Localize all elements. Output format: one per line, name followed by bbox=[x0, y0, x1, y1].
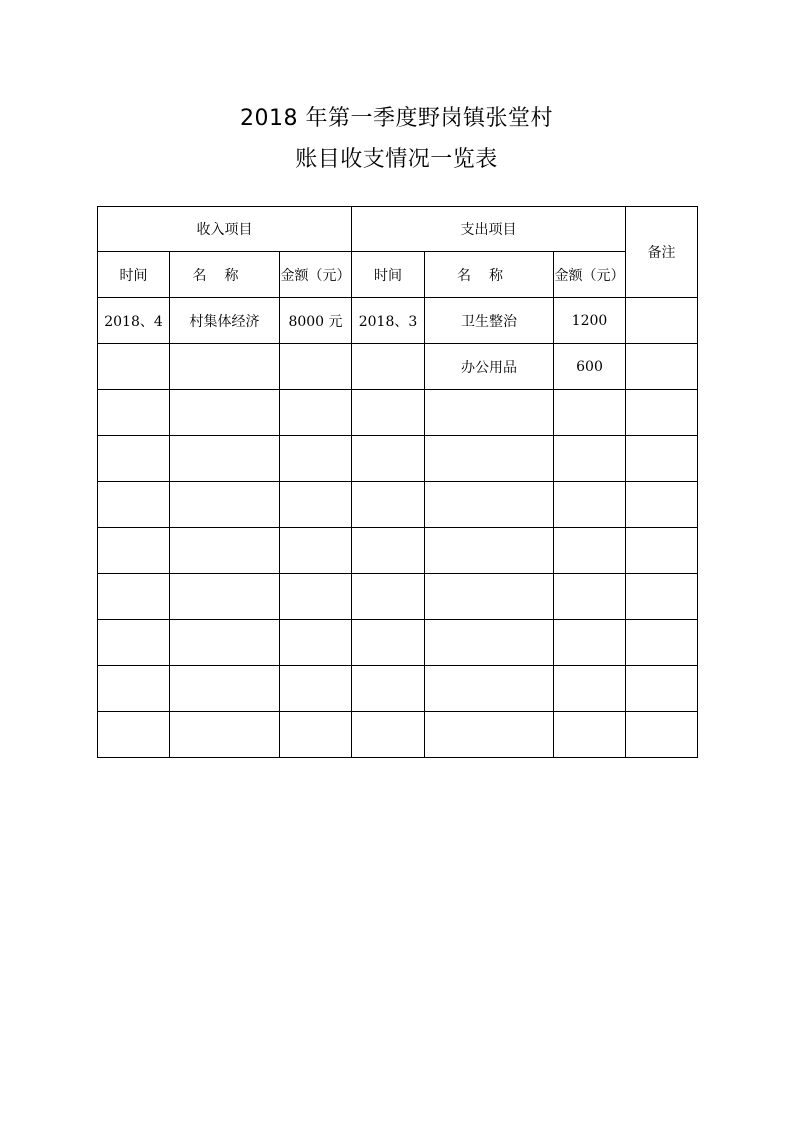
income-name-cell bbox=[170, 528, 280, 574]
page-title-line-2: 账目收支情况一览表 bbox=[295, 147, 498, 172]
expense-time-cell bbox=[352, 666, 425, 712]
table-row bbox=[98, 482, 698, 528]
expense-time-cell bbox=[352, 482, 425, 528]
income-name-cell bbox=[170, 482, 280, 528]
income-amount-cell bbox=[280, 482, 352, 528]
expense-name-cell bbox=[425, 482, 554, 528]
remarks-cell bbox=[626, 390, 698, 436]
income-time-cell bbox=[98, 344, 170, 390]
expense-amount-cell bbox=[554, 712, 626, 758]
expense-name-cell bbox=[425, 528, 554, 574]
remarks-cell bbox=[626, 298, 698, 344]
income-time-cell bbox=[98, 574, 170, 620]
remarks-cell bbox=[626, 574, 698, 620]
remarks-header: 备注 bbox=[626, 207, 698, 298]
expense-amount-cell bbox=[554, 620, 626, 666]
expense-amount-cell bbox=[554, 528, 626, 574]
expense-time-cell bbox=[352, 436, 425, 482]
income-time-cell bbox=[98, 436, 170, 482]
income-name-cell bbox=[170, 620, 280, 666]
income-name-cell bbox=[170, 666, 280, 712]
expense-amount-header: 金额（元） bbox=[554, 252, 626, 298]
remarks-cell bbox=[626, 482, 698, 528]
expense-name-cell bbox=[425, 712, 554, 758]
expense-amount-cell bbox=[554, 666, 626, 712]
expense-name-cell bbox=[425, 390, 554, 436]
income-amount-header: 金额（元） bbox=[280, 252, 352, 298]
income-time-cell bbox=[98, 482, 170, 528]
expense-time-cell bbox=[352, 620, 425, 666]
income-group-header: 收入项目 bbox=[98, 207, 352, 252]
table-row bbox=[98, 390, 698, 436]
remarks-cell bbox=[626, 666, 698, 712]
income-time-cell: 2018、4 bbox=[98, 298, 170, 344]
expense-amount-cell bbox=[554, 574, 626, 620]
table-row bbox=[98, 666, 698, 712]
expense-group-header: 支出项目 bbox=[352, 207, 626, 252]
expense-name-cell: 办公用品 bbox=[425, 344, 554, 390]
income-amount-cell bbox=[280, 666, 352, 712]
remarks-cell bbox=[626, 344, 698, 390]
income-name-cell: 村集体经济 bbox=[170, 298, 280, 344]
expense-time-cell bbox=[352, 344, 425, 390]
income-amount-cell bbox=[280, 528, 352, 574]
table-row bbox=[98, 298, 698, 344]
income-time-cell bbox=[98, 666, 170, 712]
income-time-cell bbox=[98, 712, 170, 758]
income-name-cell bbox=[170, 390, 280, 436]
income-time-cell bbox=[98, 528, 170, 574]
income-amount-cell bbox=[280, 344, 352, 390]
expense-time-cell bbox=[352, 574, 425, 620]
expense-name-header: 名称 bbox=[425, 252, 554, 298]
income-amount-cell bbox=[280, 712, 352, 758]
expense-time-cell: 2018、3 bbox=[352, 298, 425, 344]
table-row bbox=[98, 344, 698, 390]
expense-name-cell bbox=[425, 574, 554, 620]
remarks-cell bbox=[626, 436, 698, 482]
header-row-columns bbox=[98, 252, 698, 298]
expense-name-cell bbox=[425, 666, 554, 712]
table-row bbox=[98, 528, 698, 574]
income-amount-cell: 8000 元 bbox=[280, 298, 352, 344]
income-time-cell bbox=[98, 620, 170, 666]
income-amount-cell bbox=[280, 436, 352, 482]
page-title-line-1: 2018 年第一季度野岗镇张堂村 bbox=[240, 106, 553, 131]
income-time-cell bbox=[98, 390, 170, 436]
table-row bbox=[98, 436, 698, 482]
expense-amount-cell bbox=[554, 436, 626, 482]
header-row-groups bbox=[98, 207, 698, 252]
income-amount-cell bbox=[280, 620, 352, 666]
remarks-cell bbox=[626, 620, 698, 666]
remarks-cell bbox=[626, 712, 698, 758]
income-name-header: 名称 bbox=[170, 252, 280, 298]
income-time-header: 时间 bbox=[98, 252, 170, 298]
expense-name-cell: 卫生整治 bbox=[425, 298, 554, 344]
income-amount-cell bbox=[280, 574, 352, 620]
income-name-cell bbox=[170, 344, 280, 390]
expense-amount-cell bbox=[554, 482, 626, 528]
table-row bbox=[98, 712, 698, 758]
remarks-cell bbox=[626, 528, 698, 574]
expense-time-cell bbox=[352, 712, 425, 758]
income-name-cell bbox=[170, 574, 280, 620]
income-name-cell bbox=[170, 436, 280, 482]
expense-time-cell bbox=[352, 528, 425, 574]
expense-name-cell bbox=[425, 436, 554, 482]
expense-name-cell bbox=[425, 620, 554, 666]
expense-time-cell bbox=[352, 390, 425, 436]
expense-amount-cell: 1200 bbox=[554, 298, 626, 344]
table-row bbox=[98, 620, 698, 666]
income-amount-cell bbox=[280, 390, 352, 436]
expense-time-header: 时间 bbox=[352, 252, 425, 298]
ledger-table bbox=[97, 206, 698, 758]
expense-amount-cell bbox=[554, 390, 626, 436]
income-name-cell bbox=[170, 712, 280, 758]
expense-amount-cell: 600 bbox=[554, 344, 626, 390]
table-row bbox=[98, 574, 698, 620]
